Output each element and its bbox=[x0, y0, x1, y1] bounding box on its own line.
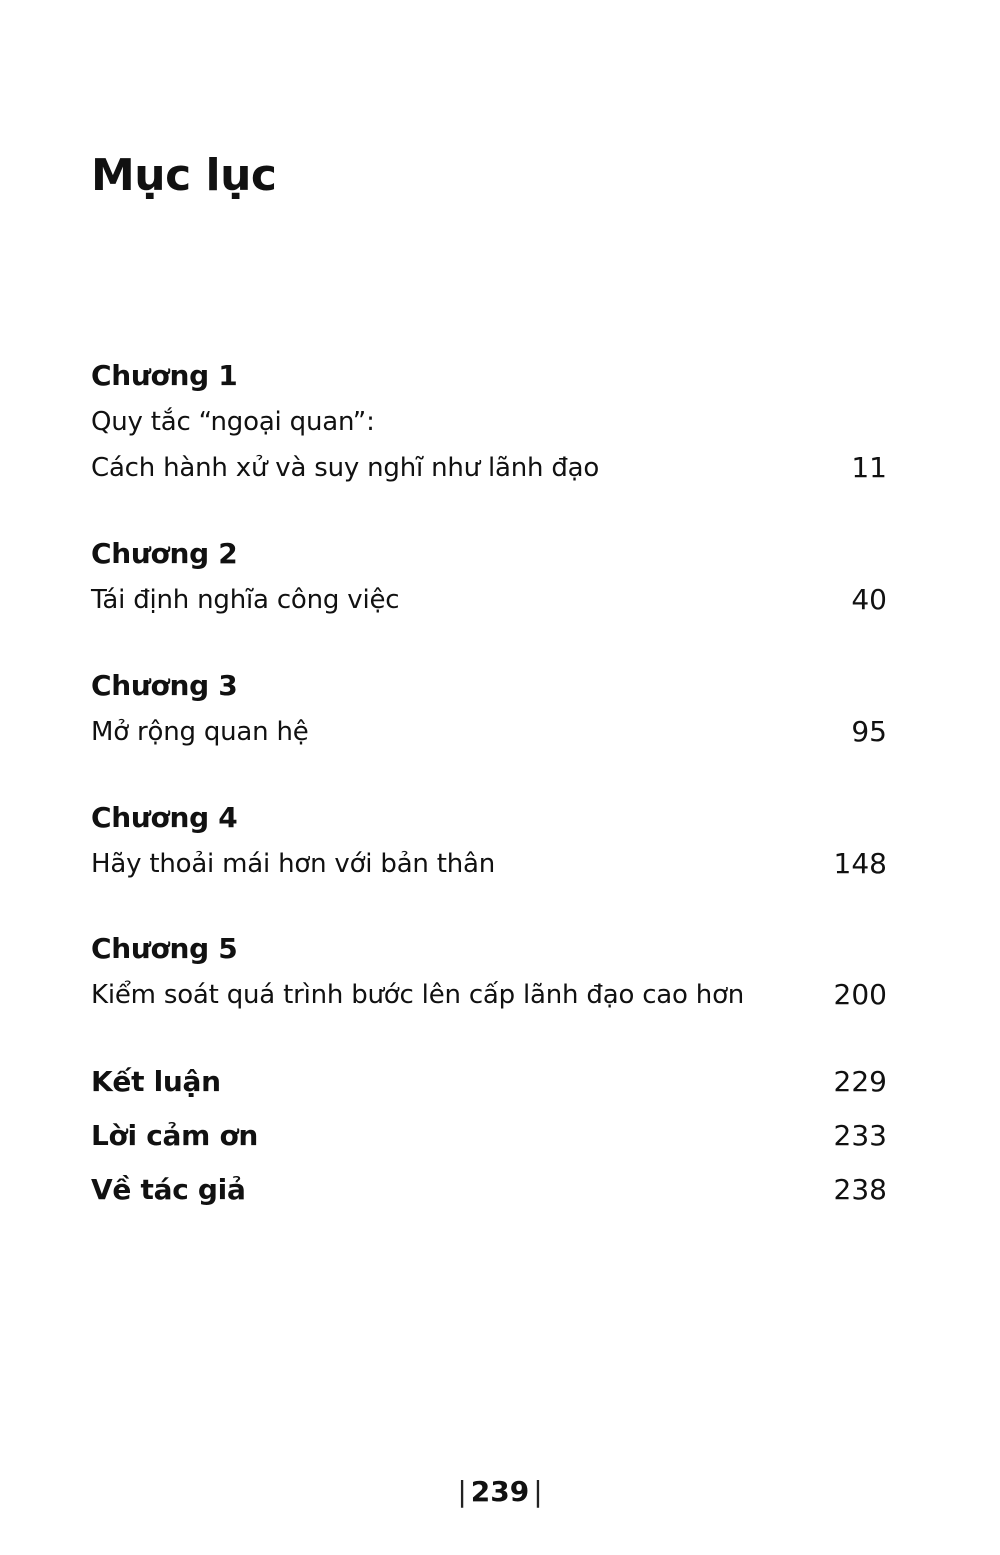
page-title: Mục lục bbox=[91, 150, 277, 201]
toc-chapter-1 bbox=[91, 358, 891, 486]
folio-bar-left: | bbox=[457, 1475, 467, 1508]
page-number: 148 bbox=[833, 847, 887, 880]
chapter-heading: Chương 1 bbox=[91, 359, 238, 392]
toc-chapter-2 bbox=[91, 536, 891, 618]
chapter-title-line: Hãy thoải mái hơn với bản thân bbox=[91, 849, 496, 879]
page-number: 238 bbox=[833, 1173, 887, 1206]
chapter-title-line: Kiểm soát quá trình bước lên cấp lãnh đạo cao hơn bbox=[91, 980, 745, 1010]
chapter-heading: Chương 5 bbox=[91, 932, 238, 965]
toc-backmatter-about-author bbox=[91, 1172, 891, 1208]
chapter-title-line: Mở rộng quan hệ bbox=[91, 717, 309, 747]
toc-entry-line bbox=[91, 846, 891, 882]
toc-backmatter-acknowledgements bbox=[91, 1118, 891, 1154]
backmatter-label: Về tác giả bbox=[91, 1173, 246, 1206]
toc-chapter-4 bbox=[91, 800, 891, 882]
page-number: 229 bbox=[833, 1065, 887, 1098]
toc-entry-line bbox=[91, 450, 891, 486]
toc-entry-line bbox=[91, 977, 891, 1013]
backmatter-label: Lời cảm ơn bbox=[91, 1119, 259, 1152]
chapter-title-line: Cách hành xử và suy nghĩ như lãnh đạo bbox=[91, 453, 600, 483]
folio-bar-right: | bbox=[533, 1475, 543, 1508]
chapter-heading: Chương 4 bbox=[91, 801, 238, 834]
toc-entry-line bbox=[91, 714, 891, 750]
toc-entry-line bbox=[91, 404, 891, 440]
chapter-heading: Chương 3 bbox=[91, 669, 238, 702]
chapter-title-line: Tái định nghĩa công việc bbox=[91, 585, 400, 615]
page-number: 40 bbox=[851, 583, 887, 616]
page-number: 95 bbox=[851, 715, 887, 748]
toc-entry-line bbox=[91, 582, 891, 618]
toc-backmatter-conclusion bbox=[91, 1064, 891, 1100]
chapter-heading: Chương 2 bbox=[91, 537, 238, 570]
page-folio bbox=[0, 1474, 1000, 1510]
page-number: 11 bbox=[851, 451, 887, 484]
folio-number: 239 bbox=[470, 1475, 530, 1508]
page-number: 200 bbox=[833, 978, 887, 1011]
toc-chapter-3 bbox=[91, 668, 891, 750]
page-number: 233 bbox=[833, 1119, 887, 1152]
backmatter-label: Kết luận bbox=[91, 1065, 221, 1098]
chapter-title-line: Quy tắc “ngoại quan”: bbox=[91, 407, 375, 437]
toc-chapter-5 bbox=[91, 931, 891, 1013]
